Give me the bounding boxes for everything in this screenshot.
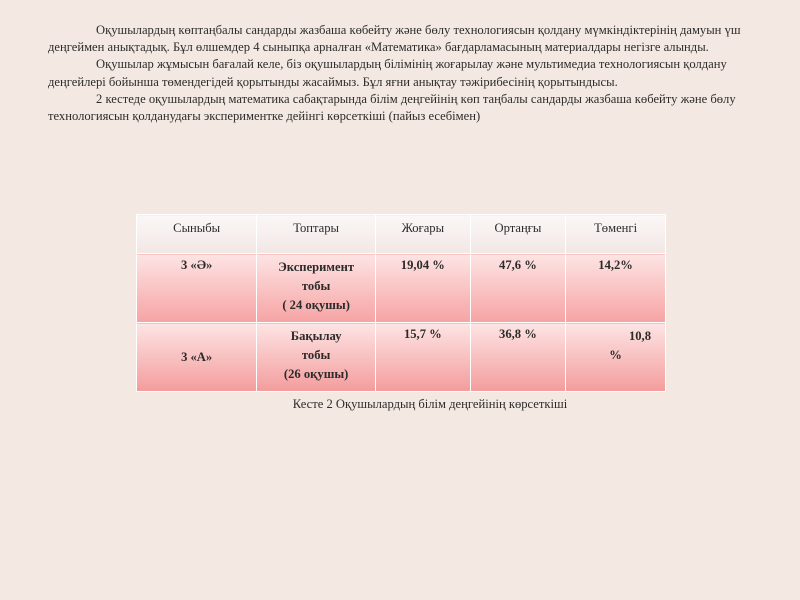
cell-group-line: Эксперимент bbox=[278, 260, 355, 274]
body-text bbox=[48, 22, 760, 125]
cell-group-line: (26 оқушы) bbox=[283, 367, 349, 381]
cell-low: 14,2% bbox=[566, 254, 666, 323]
cell-class: 3 «Ә» bbox=[137, 254, 257, 323]
cell-low-line: 10,8 bbox=[628, 329, 651, 343]
cell-low-line: % bbox=[609, 348, 622, 362]
cell-low bbox=[566, 323, 666, 392]
cell-group-line: тобы bbox=[301, 279, 331, 293]
cell-class: 3 «А» bbox=[137, 323, 257, 392]
header-class: Сыныбы bbox=[137, 215, 257, 254]
header-low: Төменгі bbox=[566, 215, 666, 254]
paragraph-2: Оқушылар жұмысын бағалай келе, біз оқушылардың білімінің жоғарылау және мультимедиа технологиясын қолдану деңгейлері бойынша төмендегідей қорытынды жасаймыз. Бұл яғни анықтау тәжірибесінің қорытындысы. bbox=[48, 57, 727, 89]
cell-group bbox=[257, 254, 376, 323]
header-mid: Ортаңғы bbox=[470, 215, 565, 254]
cell-group bbox=[257, 323, 376, 392]
cell-group-line: ( 24 оқушы) bbox=[282, 298, 350, 312]
cell-mid: 47,6 % bbox=[470, 254, 565, 323]
cell-high: 19,04 % bbox=[375, 254, 470, 323]
table-row bbox=[137, 254, 666, 323]
header-groups: Топтары bbox=[257, 215, 376, 254]
table-header-row bbox=[137, 215, 666, 254]
cell-group-line: тобы bbox=[301, 348, 331, 362]
cell-group-line: Бақылау bbox=[290, 329, 342, 343]
table-caption: Кесте 2 Оқушылардың білім деңгейінің көрсеткіші bbox=[292, 397, 568, 411]
cell-high: 15,7 % bbox=[375, 323, 470, 392]
table-row bbox=[137, 323, 666, 392]
paragraph-3: 2 кестеде оқушылардың математика сабақтарында білім деңгейінің көп таңбалы сандарды жазбаша көбейту және бөлу технологиясын қолданудағы экспериментке дейінгі көрсеткіші (пайыз есебімен) bbox=[48, 91, 736, 124]
cell-mid: 36,8 % bbox=[470, 323, 565, 392]
header-high: Жоғары bbox=[375, 215, 470, 254]
paragraph-1: Оқушылардың көптаңбалы сандарды жазбаша көбейту және бөлу технологиясын қолдану мүмкіндіктерінің дамуын үш деңгеймен анықтадық. Бұл өлшемдер 4 сыныпқа арналған «Математика» бағдарламасының материалдары негізге алынды. bbox=[48, 23, 741, 55]
results-table bbox=[136, 214, 666, 392]
